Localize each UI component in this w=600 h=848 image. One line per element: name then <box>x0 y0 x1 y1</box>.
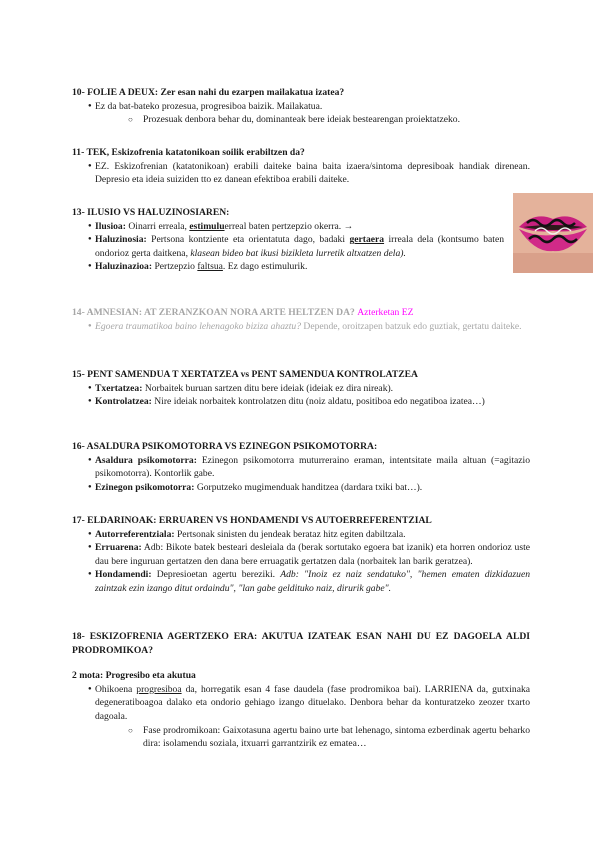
section-11-list <box>72 160 530 187</box>
item-text-underlined: faltsua <box>197 261 223 273</box>
list-item <box>72 320 530 334</box>
item-text: erreal baten pertzepzio okerra. → <box>224 220 354 232</box>
item-text: Pertsona kontziente eta orientatuta dago, badaki <box>151 234 346 246</box>
exam-note: Azterketan EZ <box>357 307 414 318</box>
list-item <box>72 481 530 495</box>
item-text: Pertzepzio <box>154 261 195 273</box>
term-label: Txertatzea: <box>95 382 143 394</box>
section-14-heading <box>72 306 530 320</box>
section-17-list <box>72 528 530 596</box>
section-18 <box>72 630 530 751</box>
item-text: irreala dela (kontsumo baten ondorioz gerta daitkena, <box>95 234 504 259</box>
section-17-heading: 17- ELDARINOAK: ERRUAREN VS HONDAMENDI VS AUTOERREFERENTZIAL <box>72 515 432 526</box>
list-item <box>72 113 530 127</box>
section-11-heading: 11- TEK, Eskizofrenia katatonikoan soilik erabiltzen da? <box>72 147 305 158</box>
item-text: Prozesuak denbora behar du, dominanteak bere ideiak bestearengan proiektatzeko. <box>143 114 460 126</box>
section-13-list <box>72 220 504 274</box>
section-16-heading: 16- ASALDURA PSIKOMOTORRA VS EZINEGON PSIKOMOTORRA: <box>72 441 378 452</box>
section-11 <box>72 146 530 187</box>
section-13 <box>72 206 504 274</box>
term-label: Ilusioa: <box>95 220 126 232</box>
section-15-heading: 15- PENT SAMENDUA T XERTATZEA vs PENT SAMENDUA KONTROLATZEA <box>72 369 418 380</box>
term-label: Asaldura psikomotorra: <box>95 454 197 466</box>
item-text: . Ez dago estimulurik. <box>222 261 308 273</box>
item-text: Norbaitek buruan sartzen ditu bere ideiak (ideiak ez dira nireak). <box>144 382 394 394</box>
section-14-heading-text: 14- AMNESIAN: AT ZERANZKOAN NORA ARTE HELTZEN DA? <box>72 307 355 318</box>
list-item <box>72 382 530 396</box>
list-item <box>72 528 530 542</box>
item-text: Fase prodromikoan: Gaixotasuna agertu baino urte bat lehenago, sintoma ezberdinak agertu beharko dira: isolamendu soziala, itxuarri garrantzirik ez ematea… <box>143 724 530 750</box>
item-text: Depresioetan agertu bereziki. <box>156 569 276 581</box>
list-item <box>72 683 530 724</box>
term-label: Autorreferentziala: <box>95 528 175 540</box>
item-text: Depende, oroitzapen batzuk edo guztiak, gertatu daiteke. <box>303 320 522 332</box>
list-item <box>72 233 504 260</box>
section-16 <box>72 440 530 494</box>
list-item <box>72 220 504 234</box>
list-item <box>72 395 530 409</box>
term-label: Erruarena: <box>95 542 142 554</box>
section-15 <box>72 368 530 409</box>
section-10-list <box>72 100 530 127</box>
item-text: Oinarri erreala, <box>128 220 187 232</box>
section-14-list <box>72 320 530 334</box>
item-text: Adb: Bikote batek besteari desleiala da (berak sortutako egoera bat izanik) eta horren ondorioz uste dau bere inguruan gertatzen den dana bere erruagatik gertatzen dala (norbaitek lan barik geratzea). <box>95 542 530 567</box>
painted-lips-icon <box>513 193 593 273</box>
section-13-heading: 13- ILUSIO VS HALUZINOSIAREN: <box>72 207 230 218</box>
item-text-underlined: progresiboa <box>136 683 182 695</box>
section-10 <box>72 86 530 127</box>
term-label: Haluzinazioa: <box>95 261 153 273</box>
item-text: Pertsonak sinisten du jendeak berataz hitz egiten dabiltzala. <box>176 528 406 540</box>
term-label: Ezinegon psikomotorra: <box>95 481 195 493</box>
list-item <box>72 454 530 481</box>
list-item <box>72 724 530 751</box>
item-text: da, horregatik esan 4 fase daudela (fase prodromikoa bai). LARRIENA da, gutxinaka degeneratiboagoa dalako eta ondorio gehiago izango dituelako. Denbora behar da konturatzeko zeozer txarto dagoala. <box>95 683 531 722</box>
list-item <box>72 160 530 187</box>
list-item <box>72 568 530 595</box>
item-text-italic: Adb: "Inoiz ez naiz sendatuko", "hemen ematen dizkidazuen zaintzak ezin izango ditut ordaindu", "lan gabe geldituko naiz, dirurik gabe". <box>95 569 530 594</box>
item-text: Gorputzeko mugimenduak handitzea (dardara txiki bat…). <box>196 481 423 493</box>
term-label: Haluzinosia: <box>95 234 147 246</box>
item-text-italic: klasean bideo bat ikusi bizikleta lurretik altxatzen dela). <box>190 247 406 259</box>
section-14 <box>72 306 530 333</box>
term-label: Kontrolatzea: <box>95 396 152 408</box>
section-17 <box>72 514 530 596</box>
term-label: Hondamendi: <box>95 569 152 581</box>
section-16-list <box>72 454 530 495</box>
section-18-subheading: 2 mota: Progresibo eta akutua <box>72 670 196 682</box>
list-item <box>72 541 530 568</box>
item-text: Ezinegon psikomotorra muturreraino eraman, intentsitate maila altuan (=agitazio psikomotorra). Kontorlik gabe. <box>95 454 531 480</box>
item-text: Ez da bat-bateko prozesua, progresiboa baizik. Mailakatua. <box>95 100 323 112</box>
section-15-list <box>72 382 530 409</box>
item-text-underlined: gertaera <box>349 234 385 246</box>
section-18-list <box>72 683 530 751</box>
section-10-heading: 10- FOLIE A DEUX: Zer esan nahi du ezarpen mailakatua izatea? <box>72 87 345 98</box>
list-item <box>72 260 504 274</box>
list-item <box>72 100 530 114</box>
item-text: EZ. Eskizofrenian (katatonikoan) erabili daiteke baina baita izaera/sintoma depresiboak handiak direnean. Depresio eta ideia suiziden tto ez danean efektiboa erabili daiteke. <box>95 160 530 186</box>
item-text: Ohikoena <box>95 683 133 695</box>
item-text: Nire ideiak norbaitek kontrolatzen ditu (noiz aldatu, positiboa edo negatiboa izatea…) <box>154 396 485 408</box>
section-18-heading: 18- ESKIZOFRENIA AGERTZEKO ERA: AKUTUA IZATEAK ESAN NAHI DU EZ DAGOELA ALDI PRODROMIKOA? <box>72 631 530 656</box>
item-text-italic: Egoera traumatikoa baino lehenagoko biziza ahaztu? <box>95 320 301 332</box>
painted-lips-graphic <box>513 193 593 273</box>
item-text-underlined: estimulu <box>189 220 225 232</box>
